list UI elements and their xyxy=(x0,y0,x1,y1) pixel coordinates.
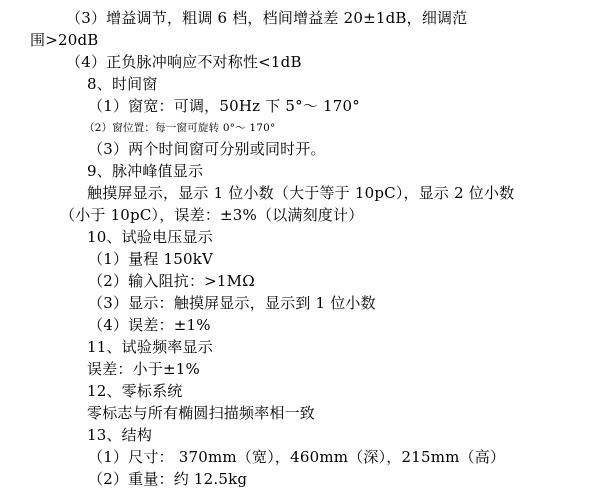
section-heading-test-frequency-display: 11、试验频率显示 xyxy=(87,338,213,356)
text-line-voltage-error: （4）误差：±1% xyxy=(88,316,211,334)
text-line-gain-adjust: （3）增益调节，粗调 6 档，档间增益差 20±1dB，细调范 xyxy=(66,9,468,27)
text-line-two-windows: （3）两个时间窗可分别或同时开。 xyxy=(88,140,326,158)
section-heading-time-window: 8、时间窗 xyxy=(87,75,158,93)
section-heading-pulse-peak-display: 9、脉冲峰值显示 xyxy=(87,162,204,180)
text-line-touchscreen-display-continued: （小于 10pC），误差：±3%（以满刻度计） xyxy=(60,206,364,224)
text-line-weight: （2）重量：约 12.5kg xyxy=(88,470,248,488)
text-line-zero-mark: 零标志与所有椭圆扫描频率相一致 xyxy=(87,404,316,422)
text-line-touchscreen-display: 触摸屏显示，显示 1 位小数（大于等于 10pC），显示 2 位小数 xyxy=(87,184,515,202)
text-line-window-width: （1）窗宽：可调，50Hz 下 5°～ 170° xyxy=(88,97,360,115)
text-line-voltage-display: （3）显示：触摸屏显示，显示到 1 位小数 xyxy=(88,294,376,312)
section-heading-test-voltage-display: 10、试验电压显示 xyxy=(87,228,213,246)
text-line-voltage-range: （1）量程 150kV xyxy=(88,250,214,268)
text-line-frequency-error: 误差：小于±1% xyxy=(87,360,200,378)
text-line-pulse-asymmetry: （4）正负脉冲响应不对称性<1dB xyxy=(66,53,302,71)
text-line-input-impedance: （2）输入阻抗：>1MΩ xyxy=(88,272,255,290)
text-line-gain-adjust-continued: 围>20dB xyxy=(30,31,99,49)
text-line-dimensions: （1）尺寸： 370mm（宽），460mm（深），215mm（高） xyxy=(88,448,506,466)
section-heading-zero-mark-system: 12、零标系统 xyxy=(87,382,183,400)
section-heading-structure: 13、结构 xyxy=(87,426,153,444)
text-line-window-position: （2）窗位置：每一窗可旋转 0°～ 170° xyxy=(84,122,276,134)
